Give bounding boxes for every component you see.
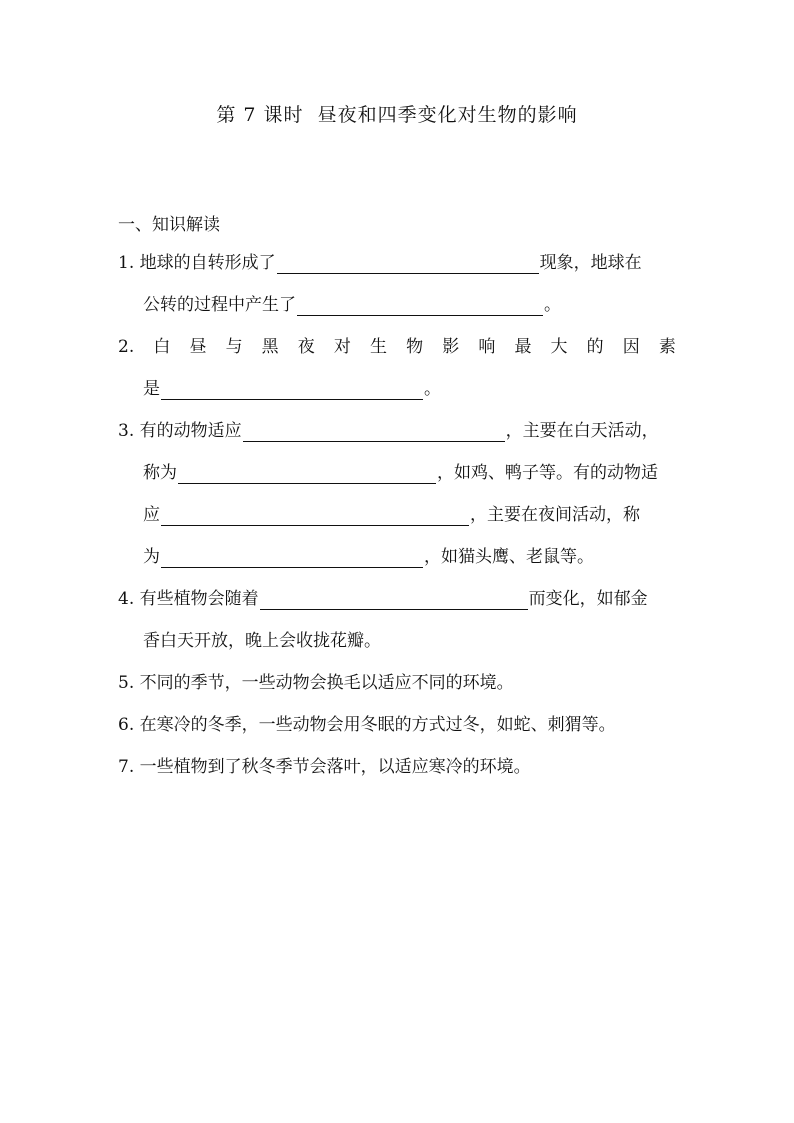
question-3-text-g: 为 [143, 547, 160, 567]
question-6-text: 在寒冷的冬季，一些动物会用冬眠的方式过冬，如蛇、刺猬等。 [139, 715, 616, 735]
question-5-text: 不同的季节，一些动物会换毛以适应不同的环境。 [139, 673, 514, 693]
question-3-blank-2[interactable] [178, 465, 436, 484]
question-7 [118, 756, 531, 778]
question-3-text-f: ，主要在夜间活动，称 [470, 505, 640, 525]
question-6 [118, 714, 616, 736]
question-1-text-d: 。 [544, 295, 561, 315]
question-3-text-b: ，主要在白天活动， [505, 421, 659, 441]
question-1-text-a: 地球的自转形成了 [139, 253, 276, 273]
question-3-line-4 [143, 546, 594, 568]
question-6-number: 6. [118, 715, 135, 735]
question-3-line-3 [143, 504, 640, 526]
question-2-text-a: 是 [143, 379, 160, 399]
question-4-text-c: 香白天开放，晚上会收拢花瓣。 [143, 631, 381, 651]
question-3-number: 3. [118, 421, 135, 441]
question-2-char: 生 [370, 337, 387, 357]
question-1-line-2 [143, 294, 561, 316]
question-1-blank-1[interactable] [277, 255, 539, 274]
question-2-char: 对 [333, 337, 351, 357]
question-2-char: 的 [586, 337, 604, 357]
question-3-line-2 [143, 462, 658, 484]
question-2-char: 大 [550, 337, 568, 357]
question-4-blank[interactable] [260, 591, 528, 610]
question-2-char: 素 [658, 337, 676, 357]
question-4-line-1 [118, 588, 648, 610]
question-2-char: 与 [225, 337, 243, 357]
question-5 [118, 672, 514, 694]
question-1-number: 1. [118, 253, 135, 273]
question-5-number: 5. [118, 673, 135, 693]
question-2-char: 白 [153, 337, 171, 357]
question-2-text-b: 。 [424, 379, 441, 399]
question-2-char: 响 [478, 337, 496, 357]
question-2-line-1 [118, 336, 676, 358]
question-2-char: 影 [442, 337, 460, 357]
question-3-text-e: 应 [143, 505, 160, 525]
question-4-number: 4. [118, 589, 135, 609]
question-2-line-2 [143, 378, 441, 400]
question-3-blank-4[interactable] [161, 549, 423, 568]
question-2-char: 物 [406, 337, 424, 357]
question-3-text-h: ，如猫头鹰、老鼠等。 [424, 547, 594, 567]
question-3-line-1 [118, 420, 659, 442]
page-title: 第 7 课时 昼夜和四季变化对生物的影响 [216, 104, 578, 126]
question-4-line-2 [143, 630, 381, 652]
question-3-blank-3[interactable] [161, 507, 469, 526]
question-4-text-b: 而变化，如郁金 [528, 589, 648, 609]
question-2-char: 黑 [261, 337, 279, 357]
question-4-text-a: 有些植物会随着 [139, 589, 259, 609]
question-7-text: 一些植物到了秋冬季节会落叶，以适应寒冷的环境。 [139, 757, 531, 777]
question-2-char: 夜 [297, 337, 315, 357]
question-2-number: 2. [118, 337, 135, 357]
question-7-number: 7. [118, 757, 135, 777]
question-1-text-c: 公转的过程中产生了 [143, 295, 296, 315]
question-2-blank[interactable] [161, 381, 423, 400]
question-1-blank-2[interactable] [297, 297, 543, 316]
question-1-text-b: 现象，地球在 [539, 253, 642, 273]
question-2-char: 昼 [189, 337, 207, 357]
question-1-line-1 [118, 252, 642, 274]
section-heading: 一、知识解读 [118, 215, 220, 235]
question-2-char: 最 [514, 337, 532, 357]
question-3-text-c: 称为 [143, 463, 177, 483]
question-3-text-a: 有的动物适应 [139, 421, 242, 441]
question-3-blank-1[interactable] [243, 423, 505, 442]
question-2-char: 因 [622, 337, 640, 357]
question-3-text-d: ，如鸡、鸭子等。有的动物适 [437, 463, 658, 483]
